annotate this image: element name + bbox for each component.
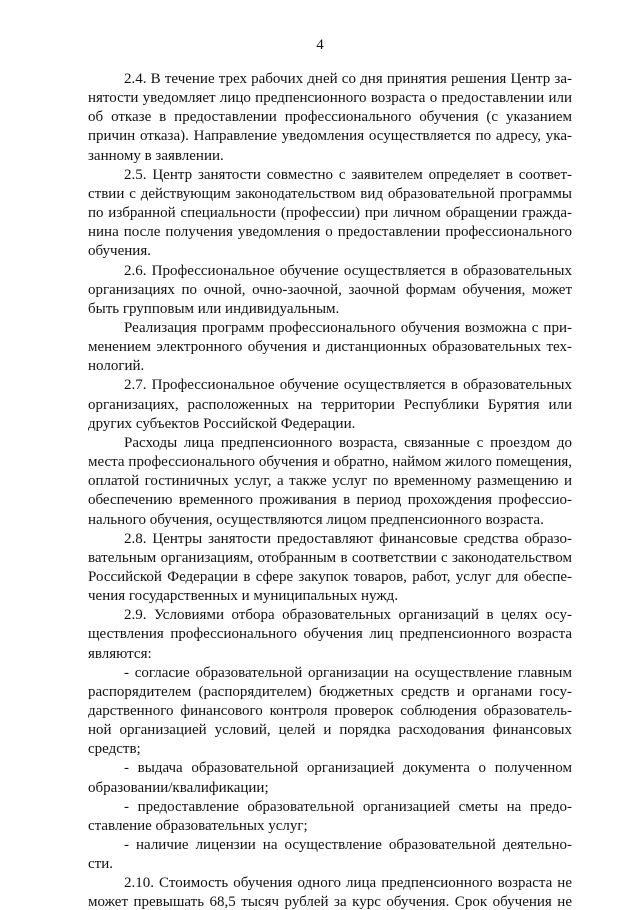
text-line: 2.6. Профессиональное обучение осуществляется в образовательных <box>124 262 572 279</box>
text-line: средств; <box>88 741 141 758</box>
text-line: нального обучения, осуществляются лицом предпенсионного возраста. <box>88 511 544 528</box>
text-line: ствии с действующим законодательством вид образовательной программы <box>88 185 572 202</box>
text-line: может превышать 68,5 тысяч рублей за курс обучения. Срок обучения не <box>88 894 572 910</box>
text-line: дарственного финансового контроля проверок соблюдения образователь- <box>88 702 572 719</box>
text-line: других субъектов Российской Федерации. <box>88 415 356 432</box>
text-line: Реализация программ профессионального обучения возможна с при- <box>124 319 572 336</box>
text-line: чения государственных и муниципальных нужд. <box>88 588 399 604</box>
text-line: нологий. <box>88 358 145 375</box>
text-line: распорядителем (распорядителем) бюджетных средств и органами госу- <box>88 683 572 700</box>
text-line: причин отказа). Направление уведомления осуществляется по адресу, ука- <box>88 128 572 145</box>
text-line: 2.7. Профессиональное обучение осуществляется в образовательных <box>124 377 572 394</box>
text-line: образовании/квалификации; <box>88 779 269 796</box>
page-number: 4 <box>316 37 324 53</box>
text-line: занному в заявлении. <box>88 147 224 164</box>
text-line: нина после получения уведомления о предоставлении профессионального <box>88 224 572 241</box>
text-line: организациях, расположенных на территории Республики Бурятия или <box>88 396 572 413</box>
text-line: - предоставление образовательной организацией сметы на предо- <box>124 798 572 815</box>
text-line: 2.9. Условиями отбора образовательных организаций в целях осу- <box>124 607 572 624</box>
text-line: вательным организациям, отобранным в соответствии с законодательством <box>88 549 572 566</box>
text-line: 2.5. Центр занятости совместно с заявителем определяет в соответ- <box>124 166 572 183</box>
text-line: - согласие образовательной организации на осуществление главным <box>124 664 572 681</box>
text-line: 2.8. Центры занятости предоставляют финансовые средства образо- <box>124 530 572 547</box>
text-line: Российской Федерации в сфере закупок товаров, работ, услуг для обеспе- <box>88 568 572 585</box>
text-line: Расходы лица предпенсионного возраста, связанные с проездом до <box>124 434 572 451</box>
text-line: ществления профессионального обучения лиц предпенсионного возраста <box>88 626 572 643</box>
text-line: по избранной специальности (профессии) при личном обращении гражда- <box>88 205 572 221</box>
text-line: - выдача образовательной организацией документа о полученном <box>124 760 572 777</box>
text-line: - наличие лицензии на осуществление образовательной деятельно- <box>124 837 572 853</box>
text-line: менением электронного обучения и дистанционных образовательных тех- <box>88 339 572 356</box>
text-line: 2.4. В течение трех рабочих дней со дня принятия решения Центр за- <box>124 71 572 87</box>
text-line: нятости уведомляет лицо предпенсионного возраста о предоставлении или <box>88 90 572 107</box>
text-line: обучения. <box>88 243 151 260</box>
text-line: об отказе в предоставлении профессионального обучения (с указанием <box>88 109 572 126</box>
text-line: ной организацией условий, целей и порядка расходования финансовых <box>88 722 572 739</box>
text-line: места профессионального обучения и обратно, наймом жилого помещения, <box>88 454 572 470</box>
text-line: организациях по очной, очно-заочной, заочной формам обучения, может <box>88 281 572 298</box>
text-line: ставление образовательных услуг; <box>88 817 308 834</box>
text-line: сти. <box>88 856 113 873</box>
text-line: оплатой гостиничных услуг, а также услуг по временному размещению и <box>88 473 572 490</box>
text-line: являются: <box>88 645 152 662</box>
text-line: быть групповым или индивидуальным. <box>88 300 340 317</box>
text-line: обеспечению временного проживания в период прохождения профессио- <box>88 492 572 509</box>
text-line: 2.10. Стоимость обучения одного лица предпенсионного возраста не <box>124 875 572 892</box>
